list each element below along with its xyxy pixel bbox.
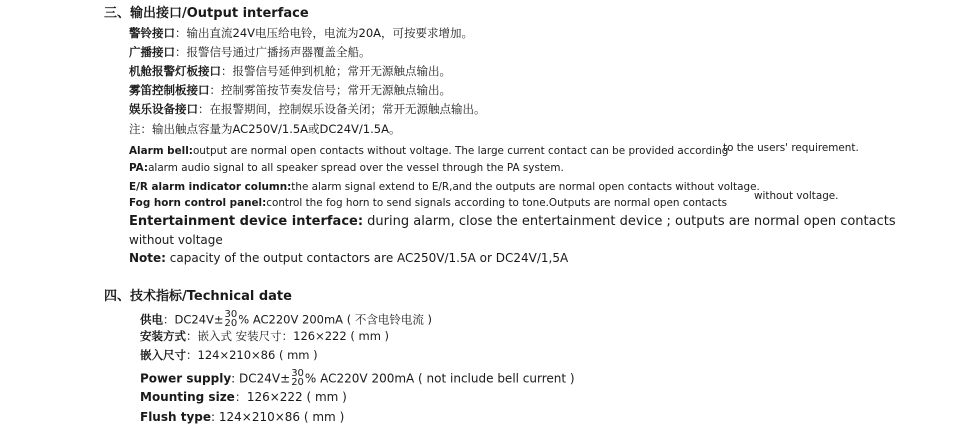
fog-horn-cn-text: ：控制雾笛按节奏发信号；常开无源触点输出。 xyxy=(209,83,451,97)
flush-cn-label: 嵌入尺寸 xyxy=(140,348,186,362)
power-cn-line xyxy=(140,311,432,329)
fog-en-text: control the fog horn to send signals according to tone.Outputs are normal open contacts xyxy=(266,197,728,209)
power-en-tolerance xyxy=(291,369,304,387)
power-cn-frac-top: 30 xyxy=(224,309,238,320)
entertainment-cn-text: ：在报警期间，控制娱乐设备关闭；常开无源触点输出。 xyxy=(198,102,486,116)
broadcast-cn-line xyxy=(129,47,371,59)
er-alarm-cn-line xyxy=(129,66,451,78)
power-en-pre: : DC24V± xyxy=(231,371,291,386)
alarm-bell-en-line xyxy=(129,146,728,156)
power-cn-post: % AC220V 200mA ( 不含电铃电流 ) xyxy=(238,312,432,327)
power-en-post: % AC220V 200mA ( not include bell current ) xyxy=(304,371,575,386)
alarm-bell-en-text: output are normal open contacts without voltage. The large current contact can be provided according xyxy=(192,145,729,157)
alarm-bell-cn-label: 警铃接口 xyxy=(129,26,175,40)
power-en-frac-top: 30 xyxy=(291,368,304,379)
note-en-text: capacity of the output contactors are AC250V/1.5A or DC24V/1,5A xyxy=(165,251,569,265)
install-cn-line xyxy=(140,331,389,343)
entertainment-en-text: during alarm, close the entertainment device ; outputs are normal open contacts xyxy=(363,214,896,229)
note-en-line xyxy=(129,252,568,264)
pa-en-label: PA: xyxy=(129,162,149,174)
install-cn-text: ：嵌入式 安装尺寸：126×222 ( mm ) xyxy=(186,329,390,343)
section-3-heading: 三、输出接口/Output interface xyxy=(104,6,309,21)
entertainment-en-line xyxy=(129,215,896,228)
install-cn-label: 安装方式 xyxy=(140,329,186,343)
entertainment-en-line-2: without voltage xyxy=(129,233,223,247)
power-cn-pre: ：DC24V± xyxy=(163,312,224,327)
entertainment-cn-line xyxy=(129,104,486,116)
power-cn-tolerance xyxy=(225,310,238,328)
entertainment-cn-label: 娱乐设备接口 xyxy=(129,102,198,116)
power-cn-frac-bottom: 20 xyxy=(224,318,238,329)
pa-en-text: alarm audio signal to all speaker spread over the vessel through the PA system. xyxy=(148,162,564,174)
fog-en-tail: without voltage. xyxy=(754,190,839,202)
note-cn: 注：输出触点容量为AC250V/1.5A或DC24V/1.5A。 xyxy=(129,122,401,136)
flush-en-line xyxy=(140,411,344,423)
fog-horn-cn-line xyxy=(129,85,451,97)
er-en-text: the alarm signal extend to E/R,and the outputs are normal open contacts without voltage. xyxy=(291,181,760,193)
fog-en-line xyxy=(129,198,727,208)
power-en-label: Power supply xyxy=(140,371,232,386)
alarm-bell-en-label: Alarm bell: xyxy=(129,145,193,157)
flush-cn-text: ：124×210×86 ( mm ) xyxy=(186,348,318,362)
pa-en-line xyxy=(129,163,564,173)
er-en-line xyxy=(129,182,760,192)
alarm-bell-en-tail: to the users' requirement. xyxy=(723,142,859,154)
flush-en-text: : 124×210×86 ( mm ) xyxy=(211,410,345,424)
mount-en-line xyxy=(140,391,347,403)
alarm-bell-cn-line xyxy=(129,28,473,40)
fog-en-label: Fog horn control panel: xyxy=(129,197,267,209)
power-en-frac-bottom: 20 xyxy=(291,377,304,388)
fog-horn-cn-label: 雾笛控制板接口 xyxy=(129,83,210,97)
section-4-heading: 四、技术指标/Technical date xyxy=(104,289,292,304)
power-en-line xyxy=(140,370,575,388)
alarm-bell-cn-text: ：输出直流24V电压给电铃，电流为20A，可按要求增加。 xyxy=(175,26,473,40)
mount-en-text: ：126×222 ( mm ) xyxy=(234,390,347,404)
note-en-label: Note: xyxy=(129,251,166,265)
mount-en-label: Mounting size xyxy=(140,390,235,404)
power-cn-label: 供电 xyxy=(140,312,163,327)
er-alarm-cn-label: 机舱报警灯板接口 xyxy=(129,64,221,78)
broadcast-cn-text: ：报警信号通过广播扬声器覆盖全船。 xyxy=(175,45,371,59)
flush-en-label: Flush type xyxy=(140,410,212,424)
er-en-label: E/R alarm indicator column: xyxy=(129,181,292,193)
er-alarm-cn-text: ：报警信号延伸到机舱；常开无源触点输出。 xyxy=(221,64,451,78)
flush-cn-line xyxy=(140,350,318,362)
broadcast-cn-label: 广播接口 xyxy=(129,45,175,59)
entertainment-en-label: Entertainment device interface: xyxy=(129,214,364,229)
